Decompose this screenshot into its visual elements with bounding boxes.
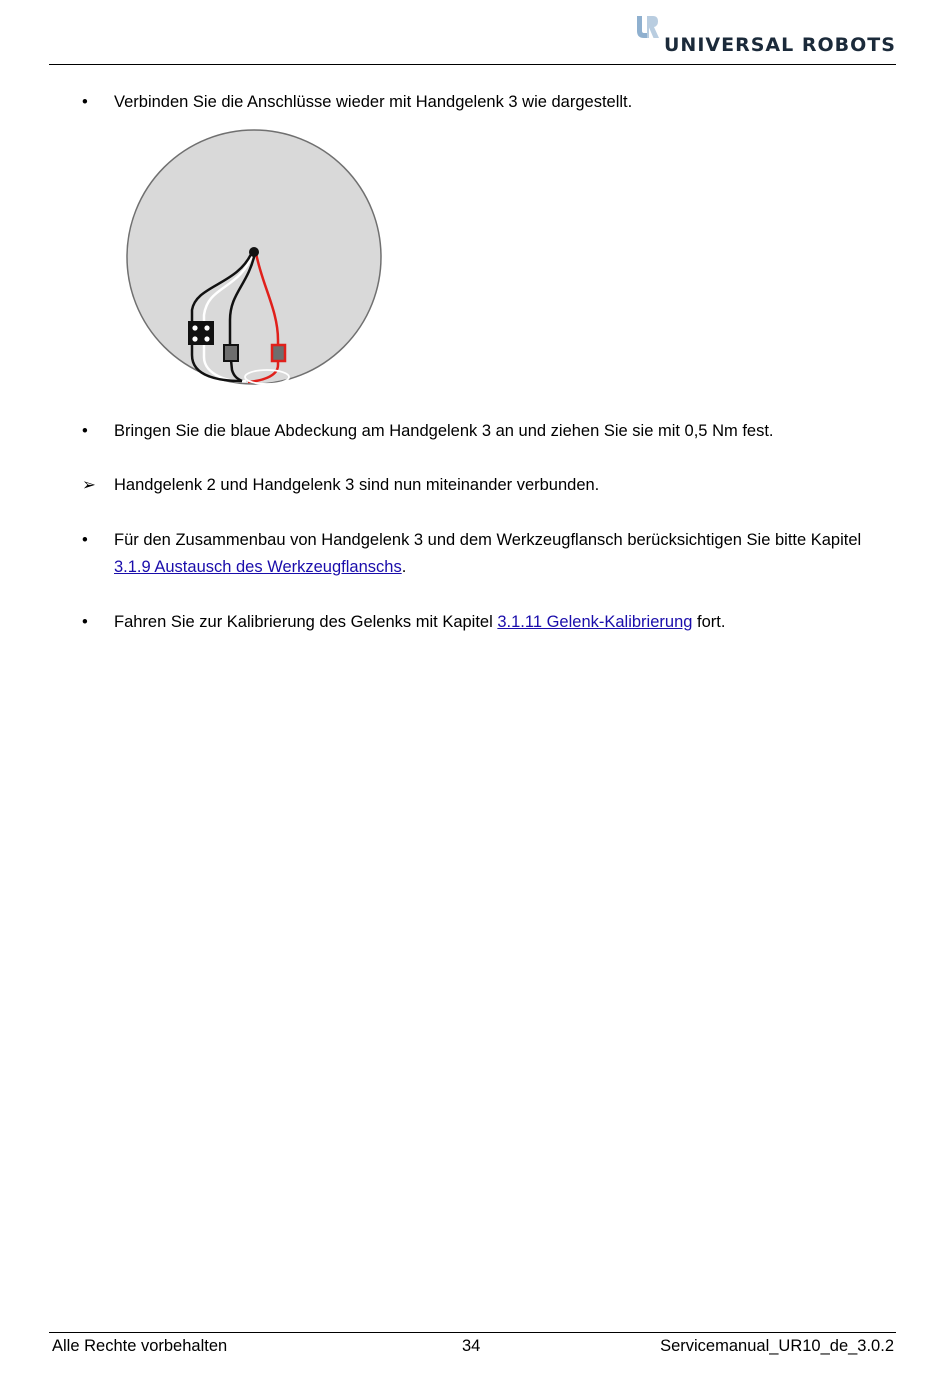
connector-block — [188, 321, 214, 345]
bullet-icon: • — [82, 93, 88, 111]
bullet-icon: • — [82, 613, 88, 631]
step-tool-flange-end: . — [401, 558, 407, 576]
link-calibration-chapter[interactable]: 3.1.11 Gelenk-Kalibrierung — [497, 613, 693, 631]
arrow-icon: ➢ — [82, 476, 96, 494]
step-tool-flange — [114, 527, 874, 581]
footer-divider — [49, 1332, 896, 1333]
document-id: Servicemanual_UR10_de_3.0.2 — [660, 1337, 894, 1355]
bullet-icon: • — [82, 531, 88, 549]
step-reconnect: Verbinden Sie die Anschlüsse wieder mit Handgelenk 3 wie dargestellt. — [114, 93, 633, 111]
cable-hub — [249, 247, 259, 257]
brand-name: UNIVERSAL ROBOTS — [664, 34, 896, 56]
wrist3-connection-diagram — [120, 125, 390, 395]
link-tool-flange-chapter[interactable]: 3.1.9 Austausch des Werkzeugflanschs — [114, 558, 402, 576]
step-tool-flange-text: Für den Zusammenbau von Handgelenk 3 und dem Werkzeugflansch berücksichtigen Sie bitte Kapitel — [114, 531, 862, 549]
black-plug — [224, 345, 238, 361]
footer-rights: Alle Rechte vorbehalten — [52, 1337, 228, 1355]
header-divider — [49, 64, 896, 65]
brand-logo — [630, 12, 896, 60]
step-attach-cover: Bringen Sie die blaue Abdeckung am Handgelenk 3 an und ziehen Sie sie mit 0,5 Nm fest. — [114, 422, 774, 440]
result-connected: Handgelenk 2 und Handgelenk 3 sind nun miteinander verbunden. — [114, 476, 600, 494]
step-calibration — [114, 609, 874, 636]
red-plug — [272, 345, 285, 361]
step-calibration-end: fort. — [692, 613, 726, 631]
page-number: 34 — [462, 1337, 481, 1355]
step-calibration-text: Fahren Sie zur Kalibrierung des Gelenks mit Kapitel — [114, 613, 498, 631]
ur-logo-mark-icon — [634, 14, 660, 40]
bullet-icon: • — [82, 422, 88, 440]
